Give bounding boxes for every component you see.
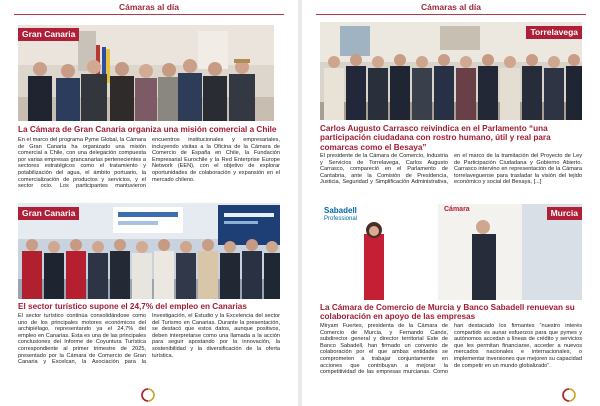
photo-murcia-sabadell: [320, 204, 582, 300]
camara-logo-icon: [562, 388, 576, 402]
section-label: Gran Canaria: [18, 28, 79, 41]
page-header: Cámaras al día: [420, 2, 481, 12]
section-label: Torrelavega: [526, 26, 582, 39]
article-title: La Cámara de Gran Canaria organiza una misión comercial a Chile: [18, 125, 277, 134]
header-divider: [316, 14, 586, 15]
header-divider: [14, 14, 284, 15]
article-body: El sector turístico continúa consolidándose como uno de los principales motores económicos del archipiélago, representando ya el 24,7% del empleo en Canarias. Esta es una de las principales conclusiones del Informe de Coyuntura Turística correspondiente al primer trimestre de 2025, presentado por la Cámara de Comercio de Gran Canaria y Excelcan, la Asociación para la Investigación, el Estudio y la Excelencia del sector del Turismo en Canarias. Durante la presentación, se destacó que estos datos, aunque positivos, deben interpretarse como una llamada a la acción para seguir apostando por la innovación, la sostenibilidad y la diversificación de la oferta turística.: [18, 313, 280, 366]
article-body: En el marco del programa Pyme Global, la Cámara de Gran Canaria ha organizado una misión comercial a Chile, con una delegación compuesta por varias empresas grancanarias pertenecientes a sectores estratégicos como el tratamiento y potabilización del agua, el ámbito portuario, la comercialización de productos y servicios, y el sector ocio. Los participantes mantuvieron encuentros institucionales y empresariales, incluyendo visitas a la Oficina de la Cámara de Comercio de España en Chile, la Fundación Empresarial Eurochile y la Red Enterprise Europe Network (EEN), con el objetivo de explorar oportunidades de colaboración y expansión en el mercado chileno.: [18, 137, 280, 190]
sabadell-professional-text: Professional: [324, 216, 358, 222]
camara-banner-text: Cámara: [444, 206, 470, 213]
left-page: [0, 0, 298, 406]
section-label: Murcia: [547, 207, 582, 220]
right-page: [302, 0, 600, 406]
article-title: Carlos Augusto Carrasco reivindica en el Parlamento “una participación ciudadana con rostro humano, útil y real para comarcas como el Besaya”: [320, 124, 551, 152]
camara-logo-icon: [141, 388, 155, 402]
article-title: La Cámara de Comercio de Murcia y Banco Sabadell renuevan su colaboración en apoyo de las empresas: [320, 303, 575, 322]
article-body: El presidente de la Cámara de Comercio, Industria y Servicios de Torrelavega, Carlos Augusto Carrasco, compareció en el Parlamento de Cantabria, ante la Comisión de Presidencia, Justicia, Seguridad y Simplificación Administrativa, en el marco de la tramitación del Proyecto de Ley de Participación Ciudadana y Gobierno Abierto. Carrasco intervino en representación de la Cámara torrelaveguense para trasladar la visión del tejido económico y social del Besaya, [...]: [320, 153, 582, 186]
page-header: Cámaras al día: [118, 2, 179, 12]
article-body: Miryam Fuertes, presidenta de la Cámara de Comercio de Murcia, y Fernando Canós, subdirector general y director territorial Este de Banco Sabadell, han firmado un convenio de colaboración por el que ambas entidades se comprometen a trabajar conjuntamente en acciones que contribuyan a mejorar la competitividad de las empresas murcianas. Como han destacado los firmantes “nuestro interés compartido es aunar esfuerzos para que pymes y autónomos accedan a líneas de crédito y servicios que les permitan financiarse, acceder a nuevos mercados nacionales e internacionales, o implementar inversiones que mejoren su capacidad de competir en un mundo globalizado”.: [320, 323, 582, 376]
article-title: El sector turístico supone el 24,7% del empleo en Canarias: [18, 302, 247, 311]
section-label: Gran Canaria: [18, 207, 79, 220]
sabadell-brand-text: Sabadell: [324, 206, 357, 215]
